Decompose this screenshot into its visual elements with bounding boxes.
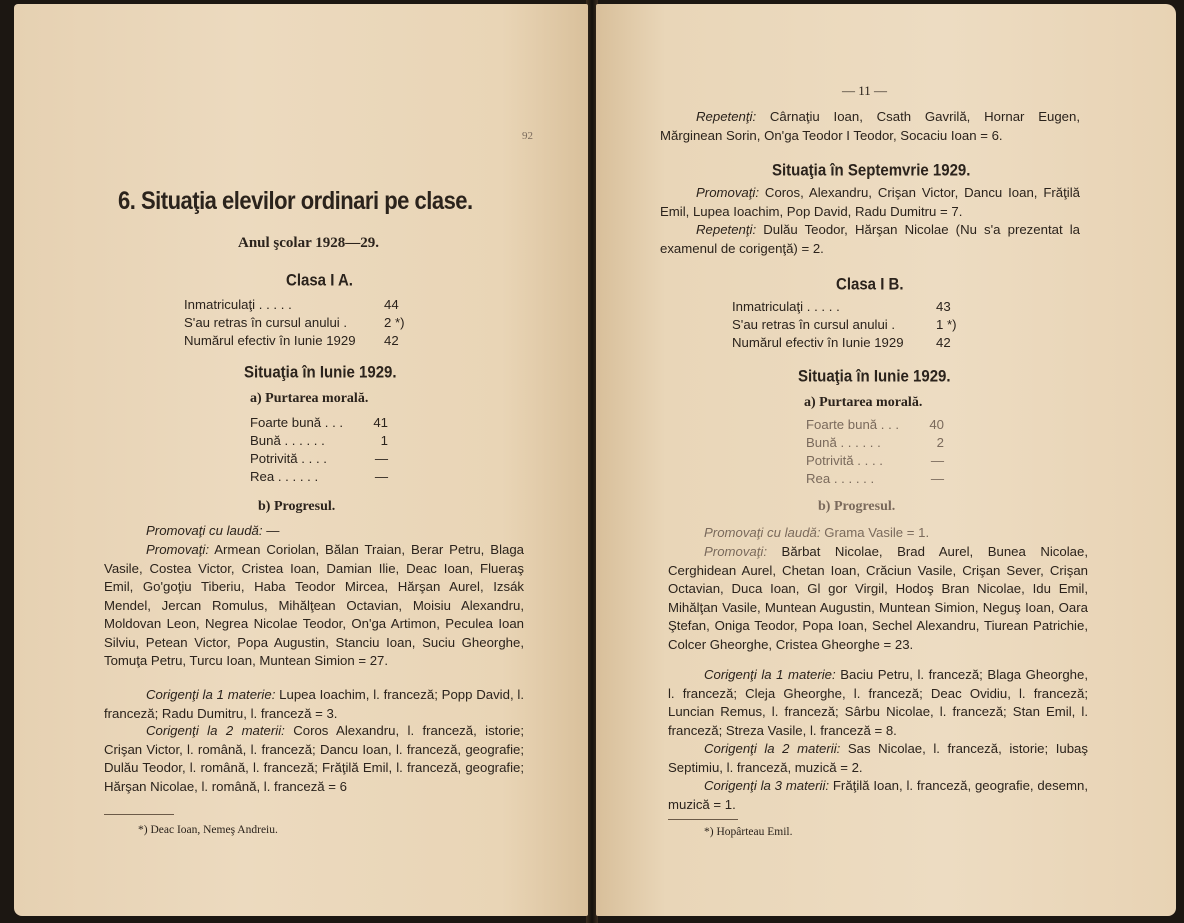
repetents-label: Repetenţi:	[696, 109, 757, 124]
page-number: — 11 —	[842, 83, 888, 98]
sept-repetents-paragraph	[660, 221, 1080, 258]
enrollment-value: 2 *)	[384, 315, 405, 330]
conduct-row	[250, 450, 388, 468]
june-heading: Situaţia în Iunie 1929.	[244, 363, 397, 382]
sept-repetents-text: Dulău Teodor, Hărşan Nicolae (Nu s'a prezentat la examenul de corigenţă) = 2.	[660, 222, 1080, 256]
promoted-label: Promovaţi:	[704, 544, 768, 559]
corigent1-text: Baciu Petru, l. franceză; Blaga Gheorghe, l. franceză; Cleja Gheorghe, l. franceză; Deac Ovidiu, l. franceză; Luncian Remus, l. franceză; Sârbu Nicolae, l. franceză; Stan Emil, l. franceză; Streza Vasile, l. franceză = 8.	[668, 667, 1088, 738]
conduct-row	[806, 452, 944, 470]
school-year: Anul şcolar 1928—29.	[238, 235, 379, 251]
enrollment-value: 42	[384, 333, 399, 348]
honors-label: Promovaţi cu laudă:	[704, 525, 821, 540]
corigent3-paragraph-b	[668, 777, 1088, 814]
corigent3-text: Frăţilă Ioan, l. franceză, geografie, desemn, muzică = 1.	[668, 778, 1088, 812]
corigent2-paragraph	[104, 722, 524, 796]
footnote: *) Deac Ioan, Nemeş Andreiu.	[138, 824, 278, 836]
conduct-value: —	[930, 453, 944, 468]
conduct-label: Potrivită . . . .	[806, 453, 883, 468]
conduct-heading-b: a) Purtarea morală.	[804, 395, 923, 410]
conduct-table-b	[806, 416, 944, 488]
conduct-value: 1	[380, 433, 388, 448]
corigent1-label: Corigenţi la 1 materie:	[146, 687, 276, 702]
promoted-paragraph	[104, 541, 524, 671]
corigent1-label: Corigenţi la 1 materie:	[704, 667, 836, 682]
enrollment-row	[732, 316, 957, 334]
enrollment-row	[184, 314, 405, 332]
sept-promoted-text: Coros, Alexandru, Crişan Victor, Dancu Ioan, Frăţilă Emil, Lupea Ioachim, Pop David, Radu Dumitru = 7.	[660, 185, 1080, 219]
promoted-label: Promovaţi:	[146, 542, 210, 557]
corigent2-label: Corigenţi la 2 materii:	[704, 741, 841, 756]
conduct-label: Potrivită . . . .	[250, 451, 327, 466]
enrollment-value: 43	[936, 299, 951, 314]
conduct-value: —	[374, 469, 388, 484]
enrollment-row	[184, 296, 405, 314]
conduct-row	[250, 432, 388, 450]
honors-label: Promovaţi cu laudă:	[146, 523, 263, 538]
conduct-value: —	[374, 451, 388, 466]
enrollment-label: Inmatriculaţi . . . . .	[184, 297, 292, 312]
class-heading-b: Clasa I B.	[836, 275, 904, 294]
sept-promoted-paragraph	[660, 184, 1080, 221]
corigent2-label: Corigenţi la 2 materii:	[146, 723, 285, 738]
corner-mark: 92	[522, 130, 533, 142]
enrollment-value: 44	[384, 297, 399, 312]
repetents-paragraph	[660, 108, 1080, 145]
conduct-table	[250, 414, 388, 486]
enrollment-label: S'au retras în cursul anului .	[184, 315, 348, 330]
enrollment-label: S'au retras în cursul anului .	[732, 317, 896, 332]
progress-heading-b: b) Progresul.	[818, 499, 896, 514]
conduct-label: Rea . . . . . .	[250, 469, 319, 484]
footnote-b: *) Hopârteau Emil.	[704, 826, 793, 838]
conduct-row	[250, 414, 388, 432]
conduct-label: Foarte bună . . .	[250, 415, 344, 430]
footnote-rule	[104, 814, 174, 815]
corigent1-text: Lupea Ioachim, l. franceză; Popp David, l. franceză; Radu Dumitru, l. franceză = 3.	[104, 687, 524, 721]
corigent2-paragraph-b	[668, 740, 1088, 777]
corigent2-text: Sas Nicolae, l. franceză, istorie; Iubaş Septimiu, l. franceză, muzică = 2.	[668, 741, 1088, 775]
enrollment-label: Numărul efectiv în Iunie 1929	[184, 333, 356, 348]
promoted-text: Armean Coriolan, Bălan Traian, Berar Petru, Blaga Vasile, Costea Victor, Cristea Ioan, Damian Ilie, Deac Ioan, Flueraş Emil, Go'goţiu Tiberiu, Haba Teodor Mircea, Hărşan Aurel, Izsák Mendel, Jercan Romulus, Mihălţean Octavian, Moisiu Alexandru, Moldovan Leon, Negrea Nicolae Teodor, On'ga Artimon, Peculea Ioan Silviu, Petean Victor, Popa Augustin, Stanciu Ioan, Suciu Gheorghe, Tomuţa Petru, Turcu Ioan, Muntean Simion = 27.	[104, 542, 524, 668]
footnote-rule-b	[668, 819, 738, 820]
conduct-row	[806, 434, 944, 452]
conduct-label: Bună . . . . . .	[806, 435, 881, 450]
conduct-value: —	[930, 471, 944, 486]
enrollment-value: 42	[936, 335, 951, 350]
section-title: 6. Situaţia elevilor ordinari pe clase.	[118, 186, 473, 215]
september-heading: Situaţia în Septemvrie 1929.	[772, 161, 971, 180]
conduct-row	[806, 416, 944, 434]
honors-text: Grama Vasile = 1.	[820, 525, 930, 540]
corigent2-text: Coros Alexandru, l. franceză, istorie; Crişan Victor, l. română, l. franceză; Dancu Ioan, l. franceză, geografie; Dulău Teodor, l. română, l. franceză; Frăţilă Emil, l. franceză, geografie; Hărşan Nicolae, l. română, l. franceză = 6	[104, 723, 524, 794]
enrollment-label: Numărul efectiv în Iunie 1929	[732, 335, 904, 350]
enrollment-row	[732, 334, 957, 352]
conduct-label: Bună . . . . . .	[250, 433, 325, 448]
sept-promoted-label: Promovaţi:	[696, 185, 760, 200]
june-heading-b: Situaţia în Iunie 1929.	[798, 367, 951, 386]
promoted-paragraph-b	[668, 543, 1088, 654]
conduct-heading: a) Purtarea morală.	[250, 391, 369, 406]
conduct-label: Foarte bună . . .	[806, 417, 900, 432]
enrollment-table-b	[732, 298, 957, 352]
conduct-label: Rea . . . . . .	[806, 471, 875, 486]
promoted-text: Bărbat Nicolae, Brad Aurel, Bunea Nicolae, Cerghidean Aurel, Chetan Ioan, Crăciun Vasile, Crişan Sever, Crişan Octavian, Duca Ioan, Gl gor Virgil, Hodoş Bran Nicolae, Idu Emil, Mihălţan Vasile, Muntean Augustin, Muntean Simion, Neguş Ioan, Oara Ştefan, Oniga Teodor, Popa Ioan, Sechel Alexandru, Tiurean Patrichie, Colcer Gheorghe, Cristea Gheorghe = 23.	[668, 544, 1088, 652]
sept-repetents-label: Repetenţi:	[696, 222, 757, 237]
conduct-row	[250, 468, 388, 486]
class-heading: Clasa I A.	[286, 271, 353, 290]
conduct-row	[806, 470, 944, 488]
repetents-text: Cârnaţiu Ioan, Csath Gavrilă, Hornar Eugen, Mărginean Sorin, On'ga Teodor I Teodor, Socaciu Ioan = 6.	[660, 109, 1080, 143]
conduct-value: 2	[936, 435, 944, 450]
honors-paragraph-b	[668, 524, 1088, 543]
corigent1-paragraph-b	[668, 666, 1088, 740]
conduct-value: 40	[929, 417, 944, 432]
corigent3-label: Corigenţi la 3 materii:	[704, 778, 830, 793]
conduct-value: 41	[373, 415, 388, 430]
honors-paragraph	[104, 522, 524, 541]
enrollment-value: 1 *)	[936, 317, 957, 332]
enrollment-row	[732, 298, 957, 316]
enrollment-table	[184, 296, 405, 350]
honors-text: —	[262, 523, 280, 538]
progress-heading: b) Progresul.	[258, 499, 336, 514]
corigent1-paragraph	[104, 686, 524, 723]
enrollment-row	[184, 332, 405, 350]
left-page	[14, 4, 588, 916]
enrollment-label: Inmatriculaţi . . . . .	[732, 299, 840, 314]
right-page	[596, 4, 1176, 916]
